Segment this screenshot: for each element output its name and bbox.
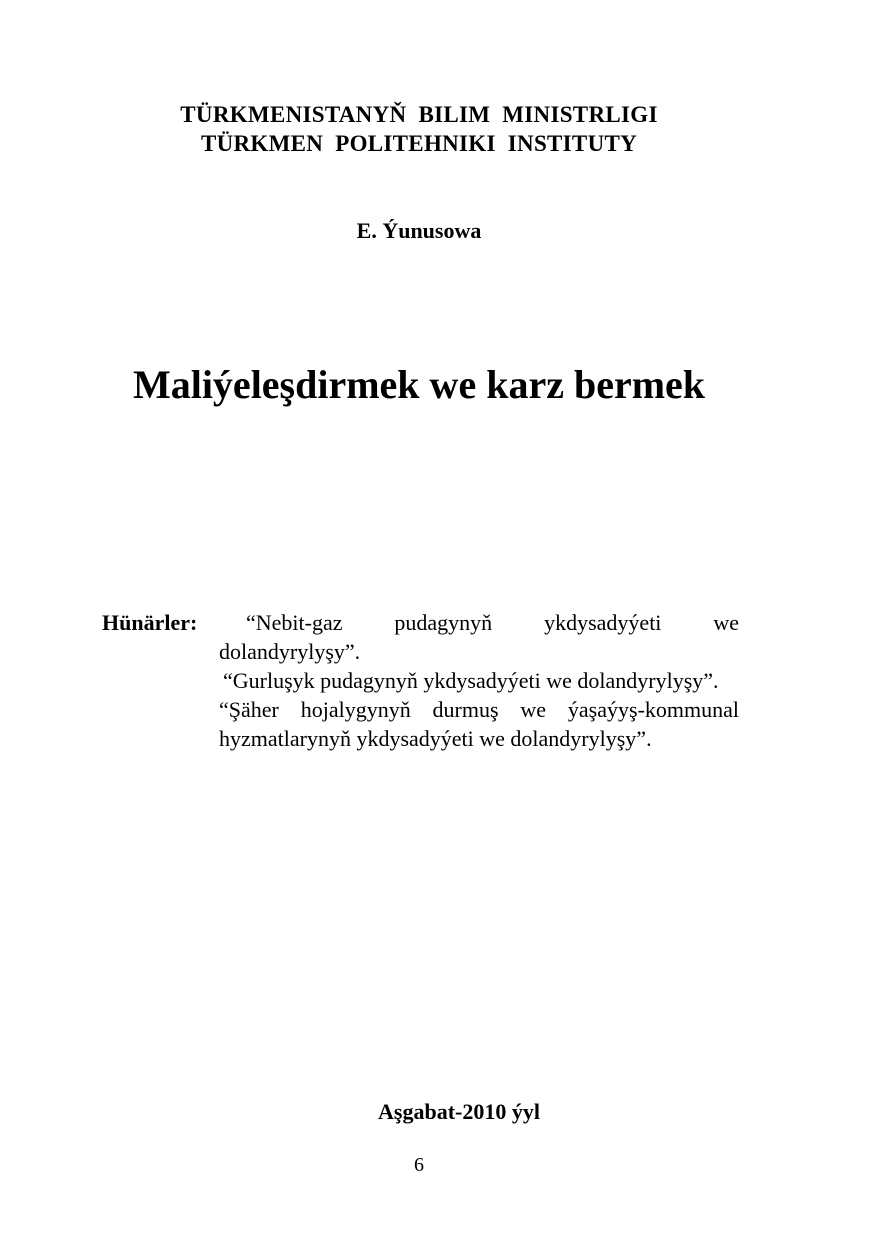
specialty-item: “Şäher hojalygynyň durmuş we ýaşaýyş-kommunal hyzmatlarynyň ykdysadyýeti we dolandyrylyşy”. (219, 697, 739, 751)
place-and-year: Aşgabat-2010 ýyl (378, 1099, 540, 1124)
page-number: 6 (414, 1154, 424, 1176)
institute-heading: TÜRKMEN POLITEHNIKI INSTITUTY (200, 131, 638, 156)
document-title: Maliýeleşdirmek we karz bermek (132, 362, 706, 407)
specialty-item: “Nebit-gaz pudagynyň ykdysadyýeti we dolandyrylyşy”. (219, 610, 739, 664)
specialty-item: “Gurluşyk pudagynyň ykdysadyýeti we dolandyrylyşy”. (223, 668, 719, 693)
ministry-heading: TÜRKMENISTANYŇ BILIM MINISTRLIGI (180, 102, 658, 127)
specialties-list (219, 608, 739, 753)
specialties-label: Hünärler: (102, 610, 198, 635)
author-name: E. Ýunusowa (356, 218, 482, 243)
